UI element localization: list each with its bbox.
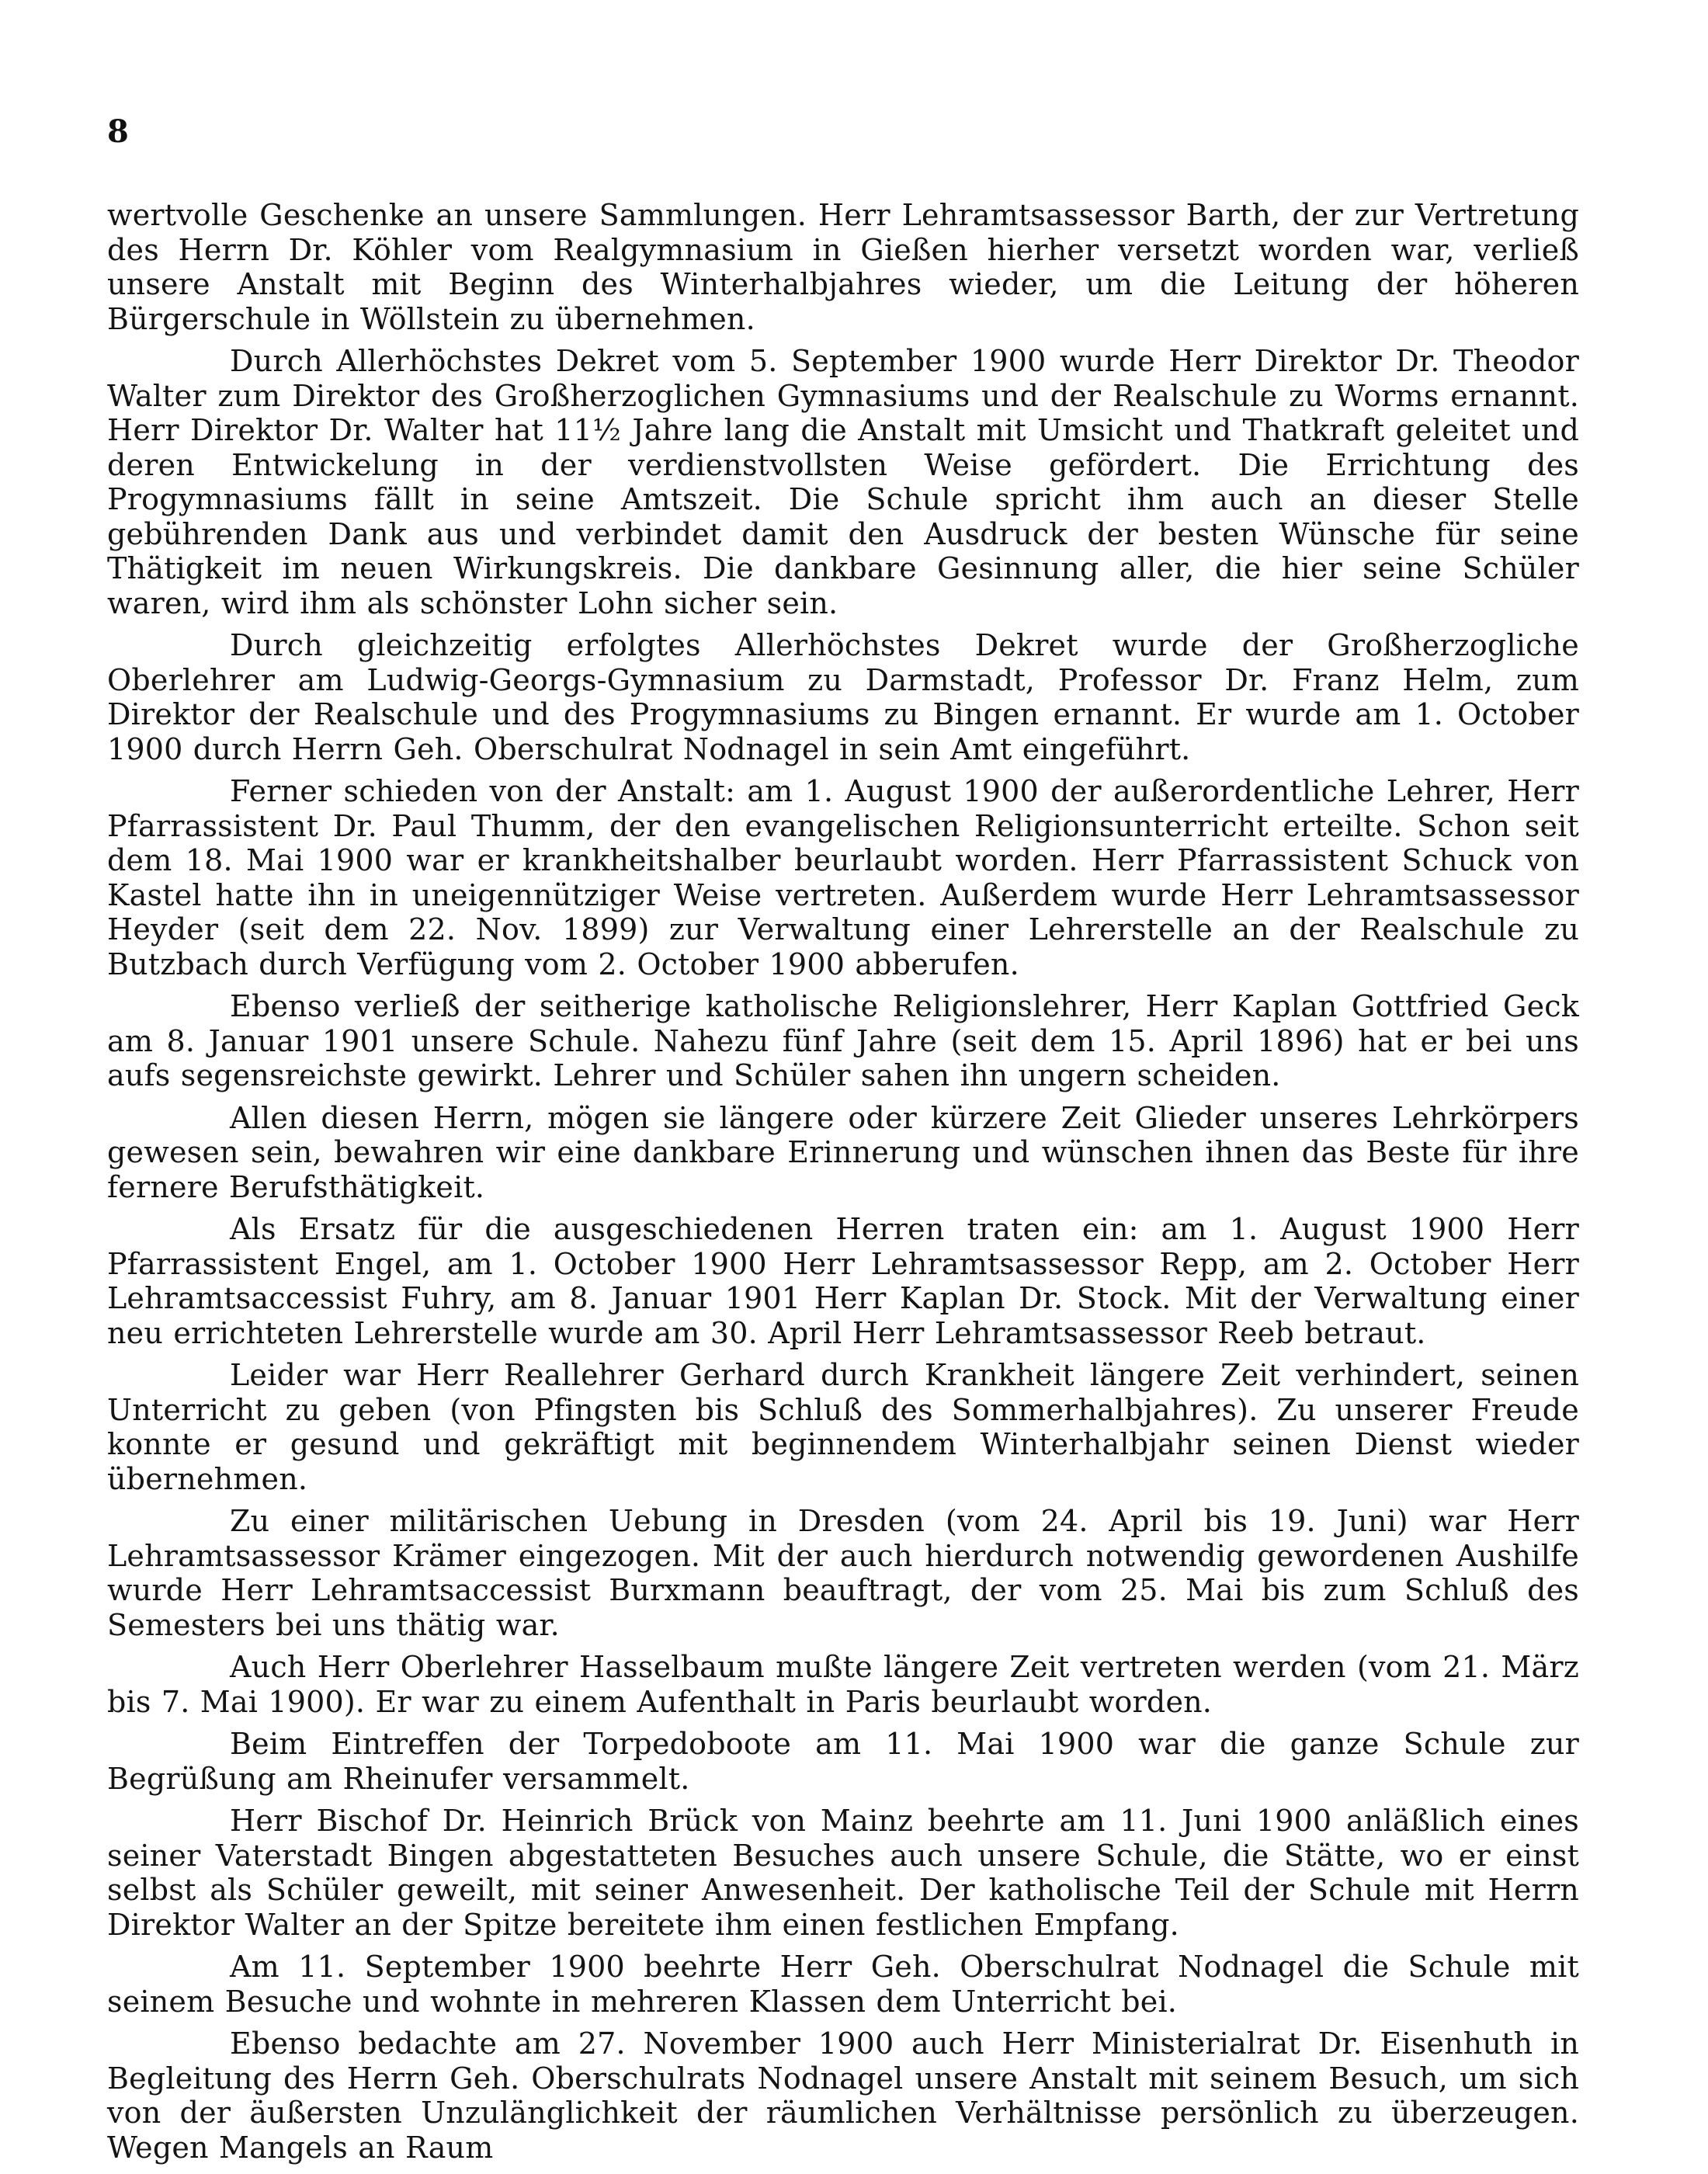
paragraph: Allen diesen Herrn, mögen sie längere oder kürzere Zeit Glieder unseres Lehrkörpers gewesen sein, bewahren wir eine dankbare Erinnerung und wünschen ihnen das Beste für ihre fernere Berufsthätigkeit.: [107, 1100, 1579, 1204]
paragraph: Durch gleichzeitig erfolgtes Allerhöchstes Dekret wurde der Großherzogliche Oberlehrer am Ludwig-Georgs-Gymnasium zu Darmstadt, Professor Dr. Franz Helm, zum Direktor der Realschule und des Progymnasiums zu Bingen ernannt. Er wurde am 1. October 1900 durch Herrn Geh. Oberschulrat Nodnagel in sein Amt eingeführt.: [107, 628, 1579, 766]
paragraph: Leider war Herr Reallehrer Gerhard durch Krankheit längere Zeit verhindert, seinen Unterricht zu geben (von Pfingsten bis Schluß des Sommerhalbjahres). Zu unserer Freude konnte er gesund und gekräftigt mit beginnendem Winterhalbjahr seinen Dienst wieder übernehmen.: [107, 1358, 1579, 1496]
paragraph: Ebenso verließ der seitherige katholische Religionslehrer, Herr Kaplan Gottfried Geck am 8. Januar 1901 unsere Schule. Nahezu fünf Jahre (seit dem 15. April 1896) hat er bei uns aufs segensreichste gewirkt. Lehrer und Schüler sahen ihn ungern scheiden.: [107, 989, 1579, 1092]
paragraph: Zu einer militärischen Uebung in Dresden (vom 24. April bis 19. Juni) war Herr Lehramtsassessor Krämer eingezogen. Mit der auch hierdurch notwendig gewordenen Aushilfe wurde Herr Lehramtsaccessist Burxmann beauftragt, der vom 25. Mai bis zum Schluß des Semesters bei uns thätig war.: [107, 1504, 1579, 1642]
paragraph: Herr Bischof Dr. Heinrich Brück von Mainz beehrte am 11. Juni 1900 anläßlich eines seiner Vaterstadt Bingen abgestatteten Besuches auch unsere Schule, die Stätte, wo er einst selbst als Schüler geweilt, mit seiner Anwesenheit. Der katholische Teil der Schule mit Herrn Direktor Walter an der Spitze bereitete ihm einen festlichen Empfang.: [107, 1804, 1579, 1942]
paragraph: Ferner schieden von der Anstalt: am 1. August 1900 der außerordentliche Lehrer, Herr Pfarrassistent Dr. Paul Thumm, der den evangelischen Religionsunterricht erteilte. Schon seit dem 18. Mai 1900 war er krankheitshalber beurlaubt worden. Herr Pfarrassistent Schuck von Kastel hatte ihn in uneigennütziger Weise vertreten. Außerdem wurde Herr Lehramtsassessor Heyder (seit dem 22. Nov. 1899) zur Verwaltung einer Lehrerstelle an der Realschule zu Butzbach durch Verfügung vom 2. October 1900 abberufen.: [107, 774, 1579, 981]
body-text: [107, 198, 1579, 2172]
page-number: 8: [107, 113, 129, 150]
paragraph: Durch Allerhöchstes Dekret vom 5. September 1900 wurde Herr Direktor Dr. Theodor Walter zum Direktor des Großherzoglichen Gymnasiums und der Realschule zu Worms ernannt. Herr Direktor Dr. Walter hat 11½ Jahre lang die Anstalt mit Umsicht und Thatkraft geleitet und deren Entwickelung in der verdienstvollsten Weise gefördert. Die Errichtung des Progymnasiums fällt in seine Amtszeit. Die Schule spricht ihm auch an dieser Stelle gebührenden Dank aus und verbindet damit den Ausdruck der besten Wünsche für seine Thätigkeit im neuen Wirkungskreis. Die dankbare Gesinnung aller, die hier seine Schüler waren, wird ihm als schönster Lohn sicher sein.: [107, 344, 1579, 620]
paragraph: wertvolle Geschenke an unsere Sammlungen. Herr Lehramtsassessor Barth, der zur Vertretung des Herrn Dr. Köhler vom Realgymnasium in Gießen hierher versetzt worden war, verließ unsere Anstalt mit Beginn des Winterhalbjahres wieder, um die Leitung der höheren Bürgerschule in Wöllstein zu übernehmen.: [107, 198, 1579, 336]
paragraph: Am 11. September 1900 beehrte Herr Geh. Oberschulrat Nodnagel die Schule mit seinem Besuche und wohnte in mehreren Klassen dem Unterricht bei.: [107, 1950, 1579, 2019]
paragraph: Ebenso bedachte am 27. November 1900 auch Herr Ministerialrat Dr. Eisenhuth in Begleitung des Herrn Geh. Oberschulrats Nodnagel unsere Anstalt mit seinem Besuch, um sich von der äußersten Unzulänglichkeit der räumlichen Verhältnisse persönlich zu überzeugen. Wegen Mangels an Raum: [107, 2026, 1579, 2165]
paragraph: Als Ersatz für die ausgeschiedenen Herren traten ein: am 1. August 1900 Herr Pfarrassistent Engel, am 1. October 1900 Herr Lehramtsassessor Repp, am 2. October Herr Lehramtsaccessist Fuhry, am 8. Januar 1901 Herr Kaplan Dr. Stock. Mit der Verwaltung einer neu errichteten Lehrerstelle wurde am 30. April Herr Lehramtsassessor Reeb betraut.: [107, 1212, 1579, 1350]
paragraph: Auch Herr Oberlehrer Hasselbaum mußte längere Zeit vertreten werden (vom 21. März bis 7. Mai 1900). Er war zu einem Aufenthalt in Paris beurlaubt worden.: [107, 1650, 1579, 1719]
paragraph: Beim Eintreffen der Torpedoboote am 11. Mai 1900 war die ganze Schule zur Begrüßung am Rheinufer versammelt.: [107, 1727, 1579, 1796]
